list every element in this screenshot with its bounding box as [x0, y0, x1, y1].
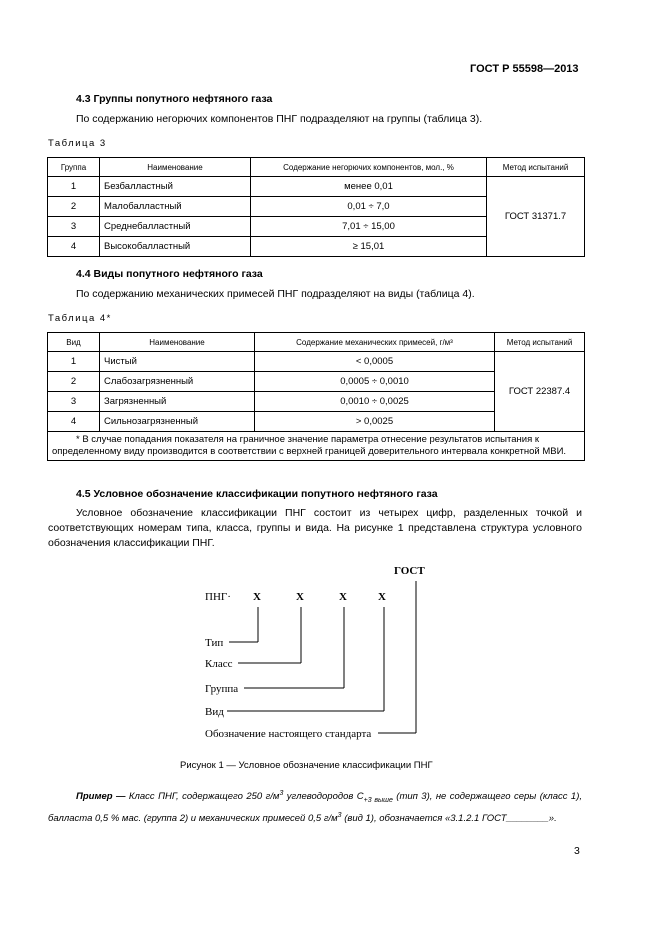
section-4-3-heading: 4.3 Группы попутного нефтяного газа — [76, 93, 273, 105]
table-cell: Безбалластный — [100, 177, 251, 197]
classification-figure — [0, 555, 661, 755]
table-cell: ≥ 15,01 — [251, 237, 487, 257]
figure-caption: Рисунок 1 — Условное обозначение классификации ПНГ — [180, 760, 433, 771]
table-cell: Среднебалластный — [100, 217, 251, 237]
table-3-header-row — [48, 158, 585, 177]
example-text-4: (вид 1), обозначается «3.1.2.1 ГОСТ________». — [341, 813, 557, 825]
table-4-col-method: Метод испытаний — [495, 333, 585, 352]
table-4-col-name: Наименование — [100, 333, 255, 352]
table-cell: < 0,0005 — [255, 352, 495, 372]
table-cell: 3 — [48, 217, 100, 237]
table-3-col-name: Наименование — [100, 158, 251, 177]
document-id: ГОСТ Р 55598—2013 — [470, 63, 579, 75]
table-3-method-cell: ГОСТ 31371.7 — [487, 177, 585, 257]
example-sub: +3 выше — [363, 797, 393, 805]
table-4-header-row — [48, 333, 585, 352]
table-cell: Сильнозагрязненный — [100, 412, 255, 432]
example-sup-2: 3 — [337, 812, 342, 820]
table-cell: 4 — [48, 412, 100, 432]
figure-x-kind: Х — [378, 591, 386, 603]
table-cell: Загрязненный — [100, 392, 255, 412]
section-4-4-text: По содержанию механических примесей ПНГ подразделяют на виды (таблица 4). — [76, 288, 475, 300]
example-label: Пример — — [76, 791, 126, 803]
figure-x-group: Х — [339, 591, 347, 603]
table-cell: 0,0010 ÷ 0,0025 — [255, 392, 495, 412]
table-4-method-cell: ГОСТ 22387.4 — [495, 352, 585, 432]
table-3-col-method: Метод испытаний — [487, 158, 585, 177]
table-4-footnote-row — [48, 432, 585, 461]
table-3 — [47, 157, 585, 257]
table-4-col-content: Содержание механических примесей, г/м³ — [255, 333, 495, 352]
table-3-caption: Таблица 3 — [48, 138, 107, 149]
table-cell: 0,0005 ÷ 0,0010 — [255, 372, 495, 392]
section-4-5-text: Условное обозначение классификации ПНГ состоит из четырех цифр, разделенных точкой и соответствующих номерам типа, класса, группы и вида. На рисунке 1 представлена структура условного обозначения классификации ПНГ. — [48, 507, 582, 549]
figure-label-kind: Вид — [205, 706, 224, 718]
table-cell: 3 — [48, 392, 100, 412]
table-cell: 7,01 ÷ 15,00 — [251, 217, 487, 237]
table-row — [48, 352, 585, 372]
table-cell: > 0,0025 — [255, 412, 495, 432]
example-text-3: (тип 3), не содержащего серы (класс 1), балласта 0,5 % мас. (группа 2) и механических примесей 0,5 г/м — [48, 791, 582, 825]
page-number: 3 — [574, 845, 580, 857]
table-cell: 4 — [48, 237, 100, 257]
table-cell: Малобалластный — [100, 197, 251, 217]
section-4-5-heading: 4.5 Условное обозначение классификации попутного нефтяного газа — [76, 488, 438, 500]
table-row — [48, 177, 585, 197]
table-3-col-content: Содержание негорючих компонентов, мол., % — [251, 158, 487, 177]
table-cell: Слабозагрязненный — [100, 372, 255, 392]
table-cell: Чистый — [100, 352, 255, 372]
table-cell: менее 0,01 — [251, 177, 487, 197]
section-4-3-text: По содержанию негорючих компонентов ПНГ подразделяют на группы (таблица 3). — [76, 113, 483, 125]
table-cell: 2 — [48, 372, 100, 392]
figure-label-class: Класс — [205, 658, 233, 670]
table-cell: 1 — [48, 352, 100, 372]
table-4 — [47, 332, 585, 461]
example-paragraph — [48, 786, 582, 826]
example-text-1: Класс ПНГ, содержащего 250 г/м — [128, 791, 280, 803]
figure-x-type: Х — [253, 591, 261, 603]
table-cell: 1 — [48, 177, 100, 197]
table-4-col-type: Вид — [48, 333, 100, 352]
table-cell: 2 — [48, 197, 100, 217]
figure-gost-label: ГОСТ — [394, 565, 425, 577]
table-cell: Высокобалластный — [100, 237, 251, 257]
figure-label-standard: Обозначение настоящего стандарта — [205, 728, 372, 740]
example-sup-1: 3 — [279, 790, 284, 797]
table-4-footnote: * В случае попадания показателя на граничное значение параметра отнесение результатов испытания к определенному виду производится в соответствии с верхней границей доверительного интервала конкретной МВИ. — [48, 432, 585, 461]
figure-x-class: Х — [296, 591, 304, 603]
table-3-col-group: Группа — [48, 158, 100, 177]
table-cell: 0,01 ÷ 7,0 — [251, 197, 487, 217]
figure-label-type: Тип — [205, 637, 224, 649]
example-text-2: углеводородов С — [283, 791, 364, 803]
figure-label-group: Группа — [205, 683, 239, 695]
table-4-caption: Таблица 4* — [48, 313, 112, 324]
figure-prefix: ПНГ· — [205, 591, 231, 603]
section-4-4-heading: 4.4 Виды попутного нефтяного газа — [76, 268, 263, 280]
